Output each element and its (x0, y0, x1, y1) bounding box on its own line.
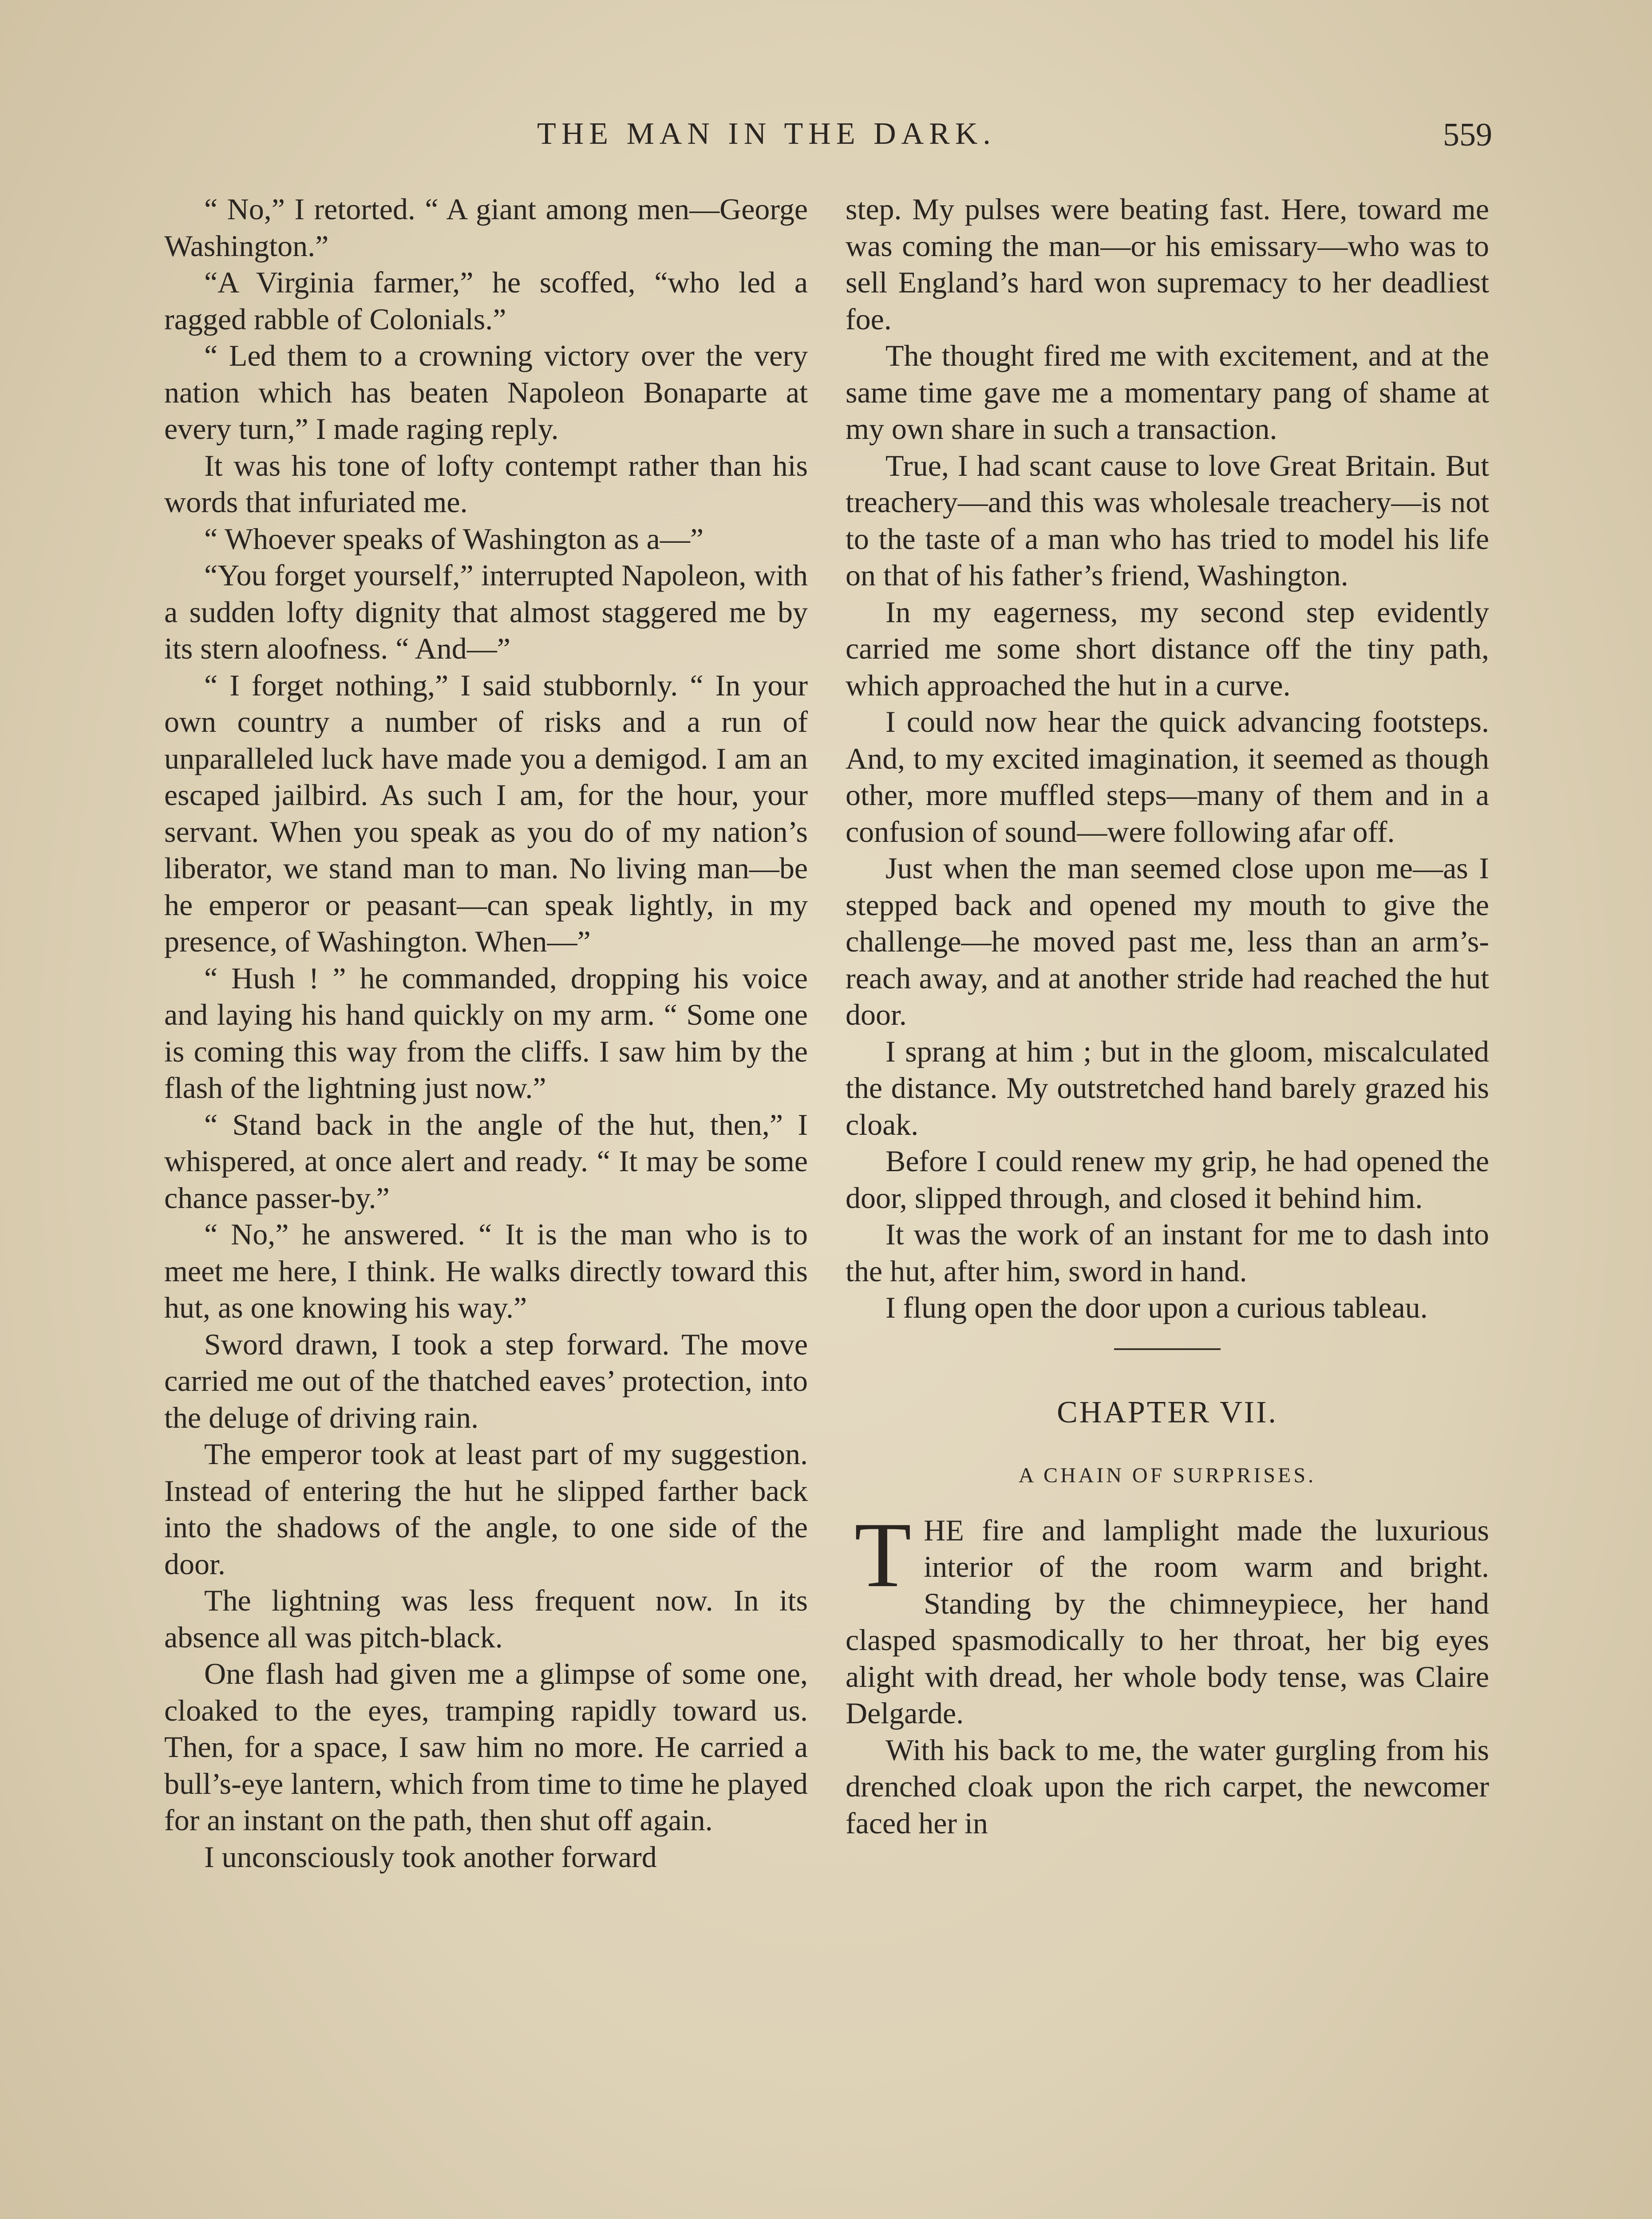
paragraph: With his back to me, the water gurgling from his drenched cloak upon the rich carpet, the newcomer faced her in (846, 1733, 1489, 1840)
paragraph: One flash had given me a glimpse of some one, cloaked to the eyes, tramping rapidly toward us. Then, for a space, I saw him no more. He carried a bull’s-eye lantern, which from time to time he played for an instant on the path, then shut off again. (164, 1657, 808, 1837)
paragraph: It was his tone of lofty contempt rather than his words that infuriated me. (164, 448, 808, 519)
paragraph: “ Hush ! ” he commanded, dropping his voice and laying his hand quickly on my arm. “ Some one is coming this way from the cliffs. I saw him by the flash of the lightning just now.” (164, 961, 808, 1105)
paragraph: “ Stand back in the angle of the hut, then,” I whispered, at once alert and ready. “ It may be some chance passer-by.” (164, 1107, 808, 1215)
paragraph: “A Virginia farmer,” he scoffed, “who led a ragged rabble of Colonials.” (164, 265, 808, 336)
paragraph: True, I had scant cause to love Great Britain. But treachery—and this was wholesale treachery—is not to the taste of a man who has tried to model his life on that of his father’s friend, Washington. (846, 448, 1489, 592)
paragraph: Before I could renew my grip, he had opened the door, slipped through, and closed it behind him. (846, 1144, 1489, 1215)
paragraph: I could now hear the quick advancing footsteps. And, to my excited imagination, it seemed as though other, more muffled steps—many of them and in a confusion of sound—were following afar off. (846, 705, 1489, 849)
paragraph: “ No,” I retorted. “ A giant among men—George Washington.” (164, 192, 808, 263)
paragraph: I unconsciously took another forward (204, 1840, 657, 1874)
paragraph: In my eagerness, my second step evidently carried me some short distance off the tiny path, which approached the hut in a curve. (846, 595, 1489, 702)
left-column (164, 191, 808, 1875)
right-column (846, 191, 1489, 1841)
paragraph: “ I forget nothing,” I said stubbornly. “ In your own country a number of risks and a run of unparalleled luck have made you a demigod. I am an escaped jailbird. As such I am, for the hour, your servant. When you speak as you do of my nation’s liberator, we stand man to man. No living man—be he emperor or peasant—can speak lightly, in my presence, of Washington. When—” (164, 668, 808, 958)
paragraph: “ No,” he answered. “ It is the man who is to meet me here, I think. He walks directly toward this hut, as one knowing his way.” (164, 1217, 808, 1324)
paragraph: I sprang at him ; but in the gloom, miscalculated the distance. My outstretched hand barely grazed his cloak. (846, 1034, 1489, 1141)
chapter-subtitle: A CHAIN OF SURPRISES. (1018, 1464, 1316, 1487)
paragraph: Just when the man seemed close upon me—as I stepped back and opened my mouth to give the challenge—he moved past me, less than an arm’s-reach away, and at another stride had reached the hut door. (846, 851, 1489, 1031)
paragraph-continuation: step. My pulses were beating fast. Here, toward me was coming the man—or his emissary—who was to sell England’s hard won supremacy to her deadliest foe. (846, 192, 1489, 336)
paragraph: “ Led them to a crowning victory over the very nation which has beaten Napoleon Bonaparte at every turn,” I made raging reply. (164, 339, 808, 446)
page-number: 559 (1443, 117, 1492, 153)
paragraph: I flung open the door upon a curious tableau. (885, 1291, 1428, 1324)
section-divider (1114, 1348, 1221, 1350)
running-title: THE MAN IN THE DARK. (537, 117, 996, 151)
page-header (537, 116, 1492, 161)
paragraph: Sword drawn, I took a step forward. The move carried me out of the thatched eaves’ protection, into the deluge of driving rain. (164, 1327, 808, 1434)
paragraph: “You forget yourself,” interrupted Napoleon, with a sudden lofty dignity that almost staggered me by its stern aloofness. “ And—” (164, 558, 808, 665)
paragraph: The emperor took at least part of my suggestion. Instead of entering the hut he slipped farther back into the shadows of the angle, to one side of the door. (164, 1437, 808, 1581)
paragraph: The thought fired me with excitement, and at the same time gave me a momentary pang of shame at my own share in such a transaction. (846, 339, 1489, 446)
chapter-opening-paragraph (846, 1503, 1489, 1732)
chapter-opening-text: HE fire and lamplight made the luxurious interior of the room warm and bright. Standing by the chimneypiece, her hand clasped spasmodically to her throat, her big eyes alight with dread, her whole body tense, was Claire Delgarde. (846, 1513, 1489, 1730)
chapter-title: CHAPTER VII. (1057, 1395, 1278, 1429)
paragraph: It was the work of an instant for me to dash into the hut, after him, sword in hand. (846, 1217, 1489, 1288)
paragraph: “ Whoever speaks of Washington as a—” (204, 521, 704, 556)
paragraph: The lightning was less frequent now. In its absence all was pitch-black. (164, 1583, 808, 1654)
drop-cap: T (854, 1503, 912, 1607)
